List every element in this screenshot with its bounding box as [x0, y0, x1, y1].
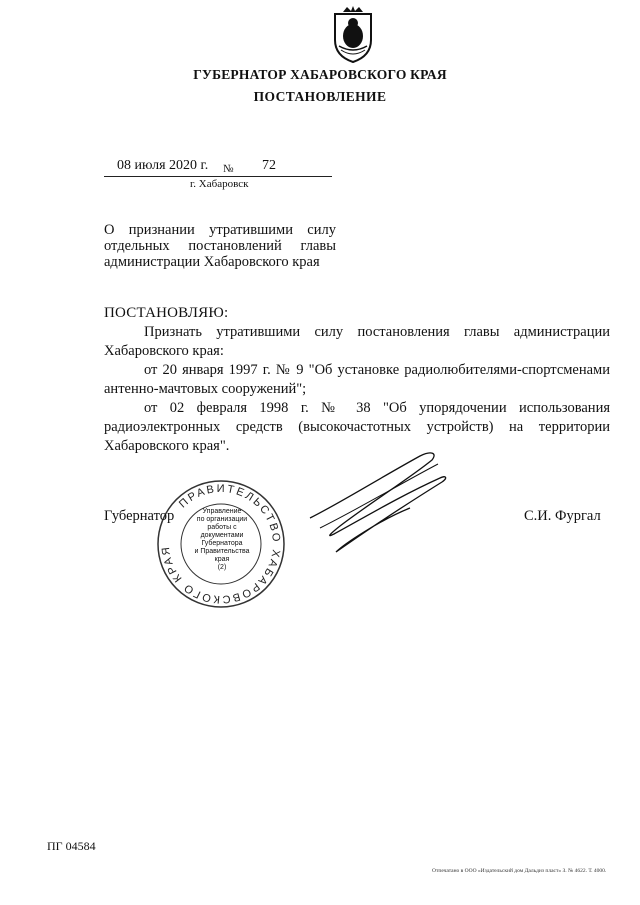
- document-number: 72: [262, 158, 276, 173]
- document-date: 08 июля 2020 г.: [117, 158, 209, 173]
- seal-line: Губернатора: [201, 540, 243, 547]
- number-sign: №: [223, 163, 234, 175]
- body-paragraph: от 20 января 1997 г. № 9 "Об установке радиолюбителями-спортсменами антенно-мачтовых сооружений";: [104, 362, 610, 397]
- issuer-title: ГУБЕРНАТОР ХАБАРОВСКОГО КРАЯ: [193, 67, 447, 82]
- seal-ring-text: ПРАВИТЕЛЬСТВО ХАБАРОВСКОГО КРАЯ: [159, 482, 283, 606]
- subject-line: администрации Хабаровского края: [104, 254, 320, 270]
- document-city: г. Хабаровск: [190, 178, 249, 190]
- subject-line: отдельных постановлений главы: [104, 238, 336, 254]
- body-paragraph: Признать утратившими силу постановления главы администрации Хабаровского края:: [104, 324, 610, 359]
- form-code: ПГ 04584: [47, 839, 96, 853]
- resolve-heading: ПОСТАНОВЛЯЮ:: [104, 305, 229, 321]
- signatory-name: С.И. Фургал: [524, 508, 601, 524]
- printer-note: Отпечатано в ООО «Издательский дом Дальдиз пласт» З. № 4622. Т. 4000.: [432, 868, 607, 874]
- document-body: [104, 323, 610, 456]
- seal-line: по организации: [196, 516, 248, 523]
- seal-line: края: [214, 556, 230, 563]
- seal-line: Управление: [202, 508, 242, 515]
- seal-line: работы с документами: [200, 524, 244, 539]
- document-subject: [104, 222, 336, 270]
- seal-line: (2): [217, 564, 227, 571]
- seal-inner-text: [190, 508, 254, 572]
- date-underline: [104, 176, 332, 177]
- subject-line: О признании утратившими силу: [104, 222, 336, 238]
- seal-line: и Правительства: [194, 548, 250, 555]
- coat-of-arms-emblem: [329, 6, 377, 64]
- handwritten-signature: [300, 448, 450, 558]
- body-paragraph: от 02 февраля 1998 г. № 38 "Об упорядочении использования радиоэлектронных средств (высокочастотных устройств) на территории Хабаровского края".: [104, 400, 610, 454]
- signatory-position: Губернатор: [104, 508, 175, 524]
- document-type-title: ПОСТАНОВЛЕНИЕ: [253, 89, 387, 104]
